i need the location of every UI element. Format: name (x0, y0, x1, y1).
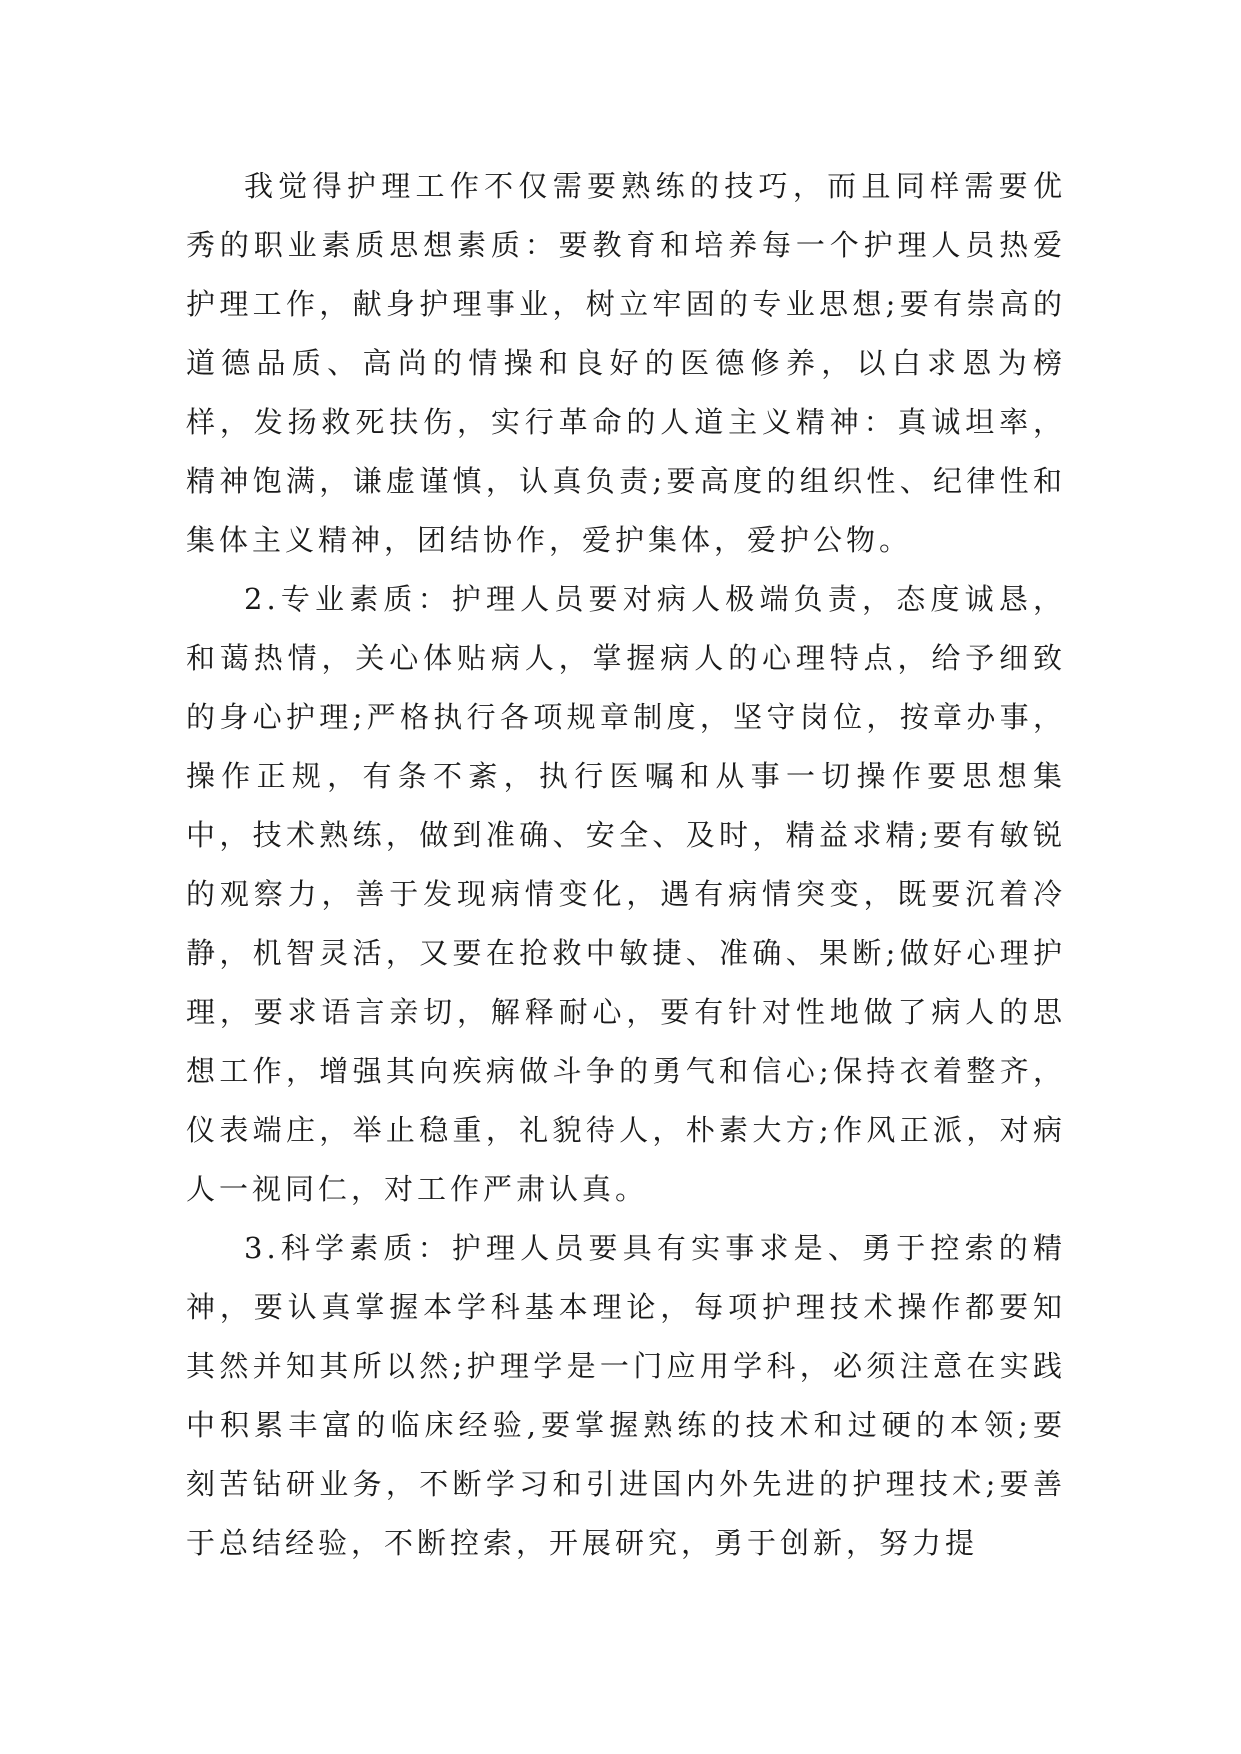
document-body (186, 157, 1066, 1573)
paragraph-specialized-quality: 2.专业素质：护理人员要对病人极端负责，态度诚恳，和蔼热情，关心体贴病人，掌握病人的心理特点，给予细致的身心护理;严格执行各项规章制度，坚守岗位，按章办事，操作正规，有条不紊，执行医嘱和从事一切操作要思想集中，技术熟练，做到准确、安全、及时，精益求精;要有敏锐的观察力，善于发现病情变化，遇有病情突变，既要沉着冷静，机智灵活，又要在抢救中敏捷、准确、果断;做好心理护理，要求语言亲切，解释耐心，要有针对性地做了病人的思想工作，增强其向疾病做斗争的勇气和信心;保持衣着整齐，仪表端庄，举止稳重，礼貌待人，朴素大方;作风正派，对病人一视同仁，对工作严肃认真。 (186, 582, 1066, 1206)
paragraph-professional-quality: 我觉得护理工作不仅需要熟练的技巧，而且同样需要优秀的职业素质思想素质：要教育和培养每一个护理人员热爱护理工作，献身护理事业，树立牢固的专业思想;要有崇高的道德品质、高尚的情操和良好的医德修养，以白求恩为榜样，发扬救死扶伤，实行革命的人道主义精神：真诚坦率，精神饱满，谦虚谨慎，认真负责;要高度的组织性、纪律性和集体主义精神，团结协作，爱护集体，爱护公物。 (186, 169, 1066, 557)
paragraph-scientific-quality: 3.科学素质：护理人员要具有实事求是、勇于控索的精神，要认真掌握本学科基本理论，每项护理技术操作都要知其然并知其所以然;护理学是一门应用学科，必须注意在实践中积累丰富的临床经验,要掌握熟练的技术和过硬的本领;要刻苦钻研业务，不断学习和引进国内外先进的护理技术;要善于总结经验，不断控索，开展研究，勇于创新，努力提 (186, 1231, 1066, 1560)
